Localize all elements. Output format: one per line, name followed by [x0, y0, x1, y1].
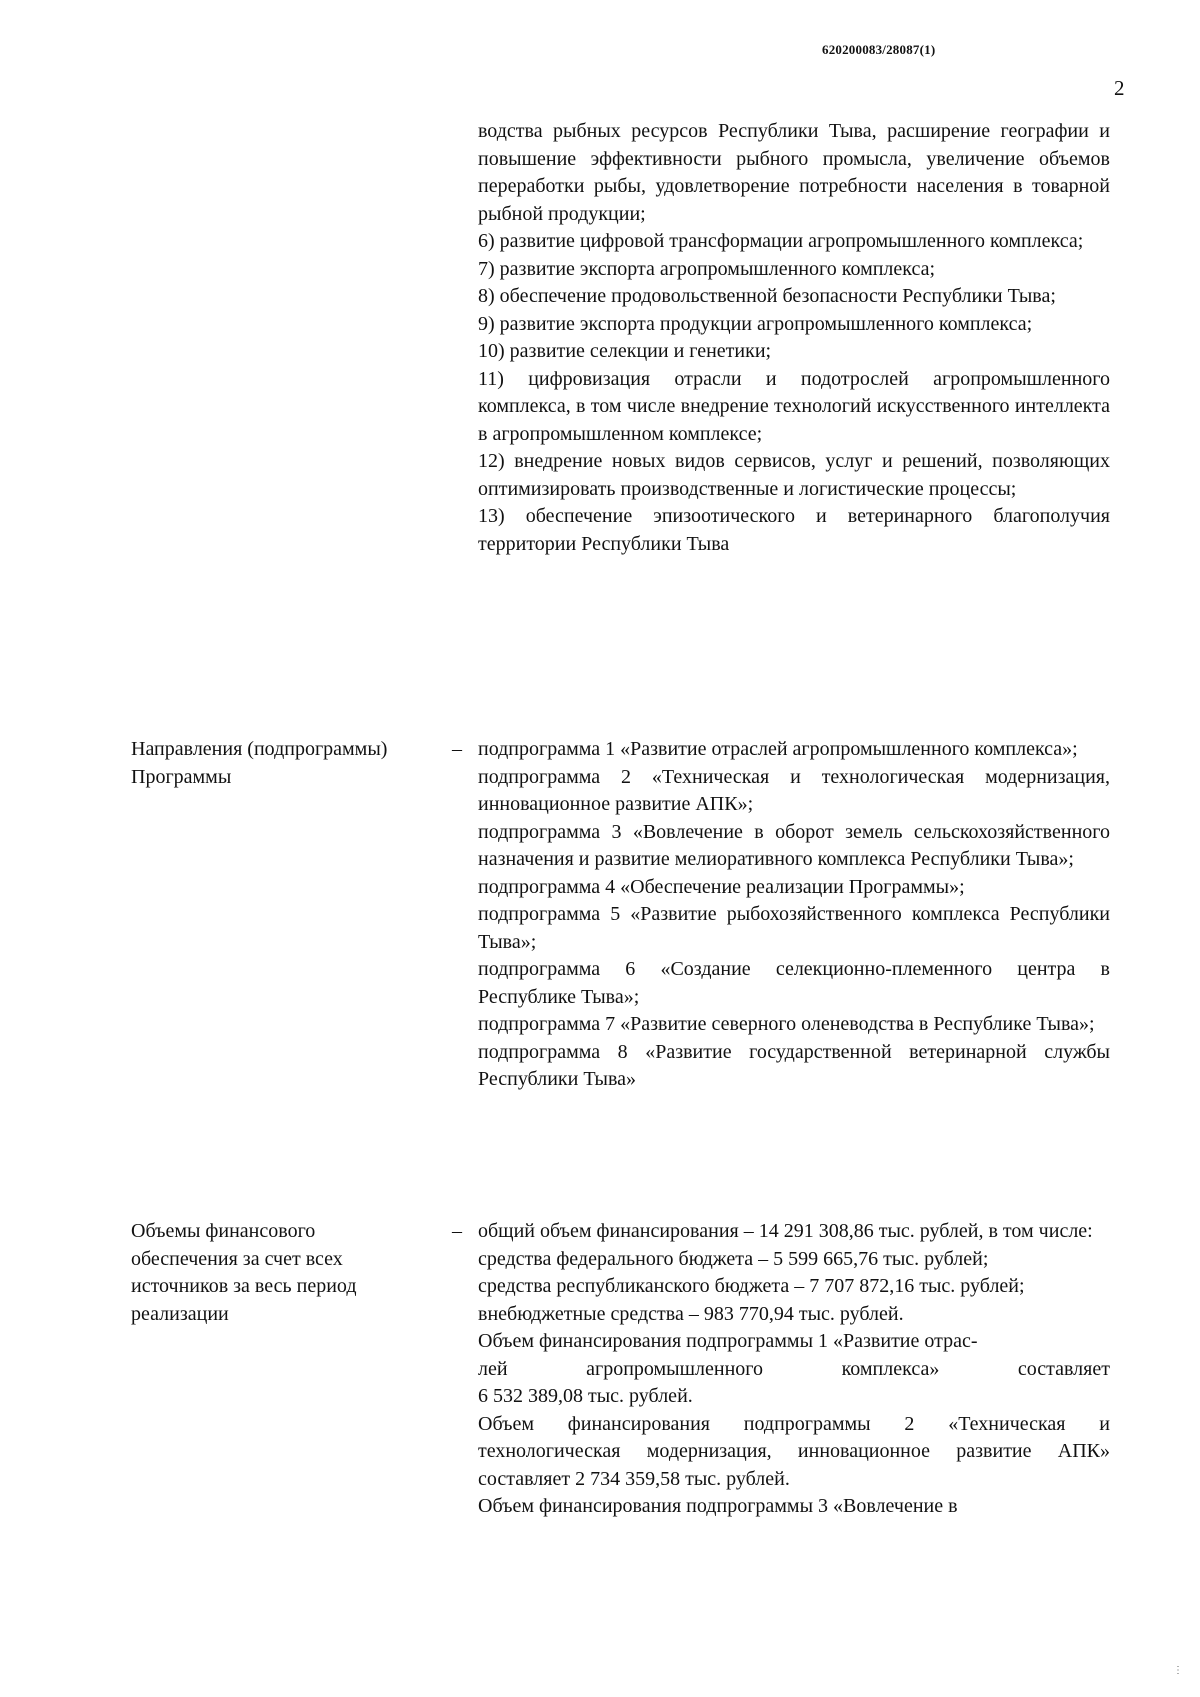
sub1-word: комплекса»	[841, 1357, 940, 1380]
subprogram-item: подпрограмма 7 «Развитие северного оленеводства в Республике Тыва»;	[478, 1013, 1095, 1035]
sub1-line-2	[478, 1356, 1110, 1384]
financing-details	[478, 1218, 1110, 1521]
subprogram-item: подпрограмма 1 «Развитие отраслей агропромышленного комплекса»;	[478, 738, 1078, 760]
sub1-line-1: Объем финансирования подпрограммы 1 «Развитие отрас-	[478, 1330, 978, 1352]
intro-line: 7) развитие экспорта агропромышленного комплекса;	[478, 257, 936, 280]
intro-line: водства рыбных ресурсов Республики Тыва, расширение географии и повышение эффективности рыбного промысла, увеличение объемов переработки рыбы, удовлетворение потребности населения в товарной рыбной продукции;	[478, 120, 1110, 225]
subprogram-item: подпрограмма 8 «Развитие государственной ветеринарной службы Республики Тыва»	[478, 1040, 1110, 1090]
subprogram-item: подпрограмма 4 «Обеспечение реализации Программы»;	[478, 875, 965, 898]
subprogram-2-financing: Объем финансирования подпрограммы 2 «Техническая и технологическая модернизация, инновационное развитие АПК» составляет 2 734 359,58 тыс. рублей.	[478, 1412, 1110, 1490]
dash-separator: –	[452, 1220, 462, 1242]
financing-line: внебюджетные средства – 983 770,94 тыс. рублей.	[478, 1302, 904, 1325]
subprogram-item: подпрограмма 6 «Создание селекционно-племенного центра в Республике Тыва»;	[478, 958, 1110, 1008]
page-number: 2	[1114, 76, 1125, 100]
financing-line: средства республиканского бюджета – 7 707 872,16 тыс. рублей;	[478, 1275, 1025, 1297]
financing-label: Объемы финансового обеспечения за счет всех источников за весь период реализации	[131, 1220, 357, 1325]
intro-line: 12) внедрение новых видов сервисов, услуг и решений, позволяющих оптимизировать производственные и логистические процессы;	[478, 450, 1110, 500]
subprogram-3-financing-start: Объем финансирования подпрограммы 3 «Вовлечение в	[478, 1495, 958, 1517]
financing-line: средства федерального бюджета – 5 599 665,76 тыс. рублей;	[478, 1247, 989, 1270]
subprogram-item: подпрограмма 5 «Развитие рыбохозяйственного комплекса Республики Тыва»;	[478, 903, 1110, 953]
goals-continuation	[478, 118, 1110, 558]
sub1-word: лей	[478, 1357, 508, 1380]
intro-line: 9) развитие экспорта продукции агропромышленного комплекса;	[478, 312, 1033, 335]
subprogram-item: подпрограмма 2 «Техническая и технологическая модернизация, инновационное развитие АПК»;	[478, 765, 1110, 815]
subprograms-label: Направления (подпрограммы) Программы	[131, 738, 388, 788]
financing-line: общий объем финансирования – 14 291 308,86 тыс. рублей, в том числе:	[478, 1220, 1093, 1242]
document-id: 620200083/28087(1)	[822, 42, 936, 57]
scan-edge-mark: ⋮	[1173, 1665, 1183, 1676]
intro-line: 13) обеспечение эпизоотического и ветеринарного благополучия территории Республики Тыва	[478, 505, 1110, 555]
intro-line: 10) развитие селекции и генетики;	[478, 340, 772, 362]
intro-line: 6) развитие цифровой трансформации агропромышленного комплекса;	[478, 230, 1084, 252]
sub1-line-3: 6 532 389,08 тыс. рублей.	[478, 1385, 693, 1407]
subprogram-1-financing	[478, 1328, 1110, 1411]
dash-separator: –	[452, 738, 462, 760]
subprogram-item: подпрограмма 3 «Вовлечение в оборот земель сельскохозяйственного назначения и развитие мелиоративного комплекса Республики Тыва»;	[478, 820, 1110, 870]
sub1-word: агропромышленного	[586, 1357, 763, 1380]
subprograms-list	[478, 736, 1110, 1094]
intro-line: 11) цифровизация отрасли и подотрослей агропромышленного комплекса, в том числе внедрение технологий искусственного интеллекта в агропромышленном комплексе;	[478, 367, 1110, 445]
intro-line: 8) обеспечение продовольственной безопасности Республики Тыва;	[478, 285, 1056, 307]
sub1-word: составляет	[1017, 1357, 1110, 1380]
